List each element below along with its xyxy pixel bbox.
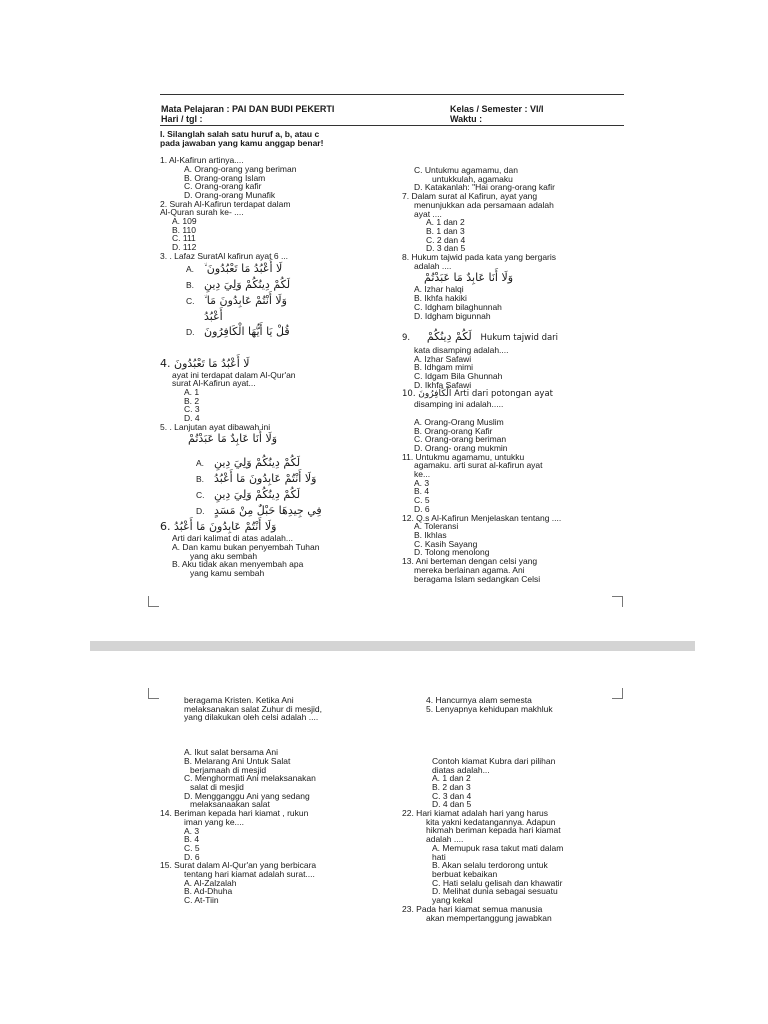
option-line: B. Idhgam mimi <box>414 362 474 373</box>
q4-line: 4. لَا أَعْبُدُ مَا تَعْبُدُونَ <box>160 356 250 370</box>
question-line: D. Melihat dunia sebagai sesuatu <box>432 886 558 897</box>
question-line <box>402 722 563 731</box>
arabic-option <box>160 293 323 309</box>
option-arabic-text: وَلَا أَنْتُمْ عَابِدُونَ مَا ۙ <box>204 293 287 307</box>
question-line: adalah .... <box>426 834 464 845</box>
option-line: A. Izhar halqi <box>414 284 464 295</box>
arabic-option <box>160 487 323 503</box>
q4-text <box>160 371 323 432</box>
question-line: B. 4 <box>184 834 200 845</box>
question-line: D. 4 <box>184 413 200 424</box>
subject-label: Mata Pelajaran : PAI DAN BUDI PEKERTI <box>161 104 335 114</box>
question-line: C. Kasih Sayang <box>414 538 478 549</box>
question-line: hikmah beriman kepada hari kiamat <box>426 825 561 836</box>
option-label: A. <box>186 263 195 274</box>
question-line: 13. Ani berteman dengan celsi yang <box>402 556 538 567</box>
question-line: A. 109 <box>172 216 197 227</box>
arabic-option <box>160 503 323 519</box>
question-line: C. Orang-orang kafir <box>184 181 262 192</box>
question-line: berjamaah di mesjid <box>190 764 267 775</box>
question-line <box>402 731 563 740</box>
option-arabic-text: لَكُمْ دِينُكُمْ وَلِيَ دِينِ <box>214 456 301 470</box>
crop-mark <box>148 688 159 699</box>
page-separator <box>90 641 695 651</box>
question-line: B. Orang-orang Kafir <box>414 425 493 436</box>
page2-right-column <box>402 696 563 922</box>
q5-arabic: وَلَا أَنَا عَابِدٌ مَا عَبَدْتُمْ <box>188 432 278 446</box>
day-date-label: Hari / tgl : <box>161 114 203 124</box>
q6-text <box>160 534 323 578</box>
option-line: A. Izhar Safawi <box>414 353 472 364</box>
page1-right-column <box>402 166 561 583</box>
crop-mark <box>612 688 623 699</box>
question-line: yang kekal <box>432 895 473 906</box>
question-line <box>160 722 322 731</box>
questions-21-23 <box>402 696 563 922</box>
option-arabic-text: فِي جِيدِهَا حَبْلٌ مِنْ مَسَدٍ <box>214 504 322 518</box>
question-line: Arti dari kalimat di atas adalah... <box>172 533 293 544</box>
question-line: B. 4 <box>414 486 430 497</box>
option-arabic-text: قُلْ يَا أَيُّهَا الْكَافِرُونَ <box>204 324 290 338</box>
question-line: D. 112 <box>172 242 197 253</box>
question-line: D. Tolong menolong <box>414 547 490 558</box>
arabic-option <box>160 471 323 487</box>
questions-10-13 <box>402 400 561 583</box>
question-line: C. Menghormati Ani melaksanakan <box>184 773 316 784</box>
class-semester-label: Kelas / Semester : VI/I <box>450 104 544 114</box>
time-label: Waktu : <box>450 114 483 124</box>
q8-arabic: وَلَا أَنَا عَابِدٌ مَا عَبَدْتُمْ <box>424 271 514 285</box>
question-line: mereka berlainan agama. Ani <box>414 564 525 575</box>
crop-mark <box>612 596 623 607</box>
question-line: 5. . Lanjutan ayat dibawah ini <box>160 421 271 432</box>
question-line: pada jawaban yang kamu anggap benar! <box>160 137 324 148</box>
option-label: A. <box>196 458 205 469</box>
option-arabic-text: وَلَا أَنْتُمْ عَابِدُونَ مَا أَعْبُدُ <box>214 472 317 486</box>
option-line: C. Idgam Bila Ghunnah <box>414 371 503 382</box>
q10-arabic: الْكَافِرُونَ <box>418 389 452 400</box>
question-line: diatas adalah... <box>432 764 490 775</box>
question-line: 12. Q.s Al-Kafirun Menjelaskan tentang .... <box>402 512 562 523</box>
q9-number: 9. <box>402 332 411 343</box>
header-rule <box>160 125 624 126</box>
question-line: A. Toleransi <box>414 521 459 532</box>
question-line: D. Katakanlah: "Hai orang-orang kafir <box>414 182 555 193</box>
question-line: yang dilakukan oleh celsi adalah .... <box>184 712 319 723</box>
question-line: ayat .... <box>414 208 442 219</box>
question-line: 1. Al-Kafirun artinya.... <box>160 155 244 166</box>
question-line: A. Dan kamu bukan penyembah Tuhan <box>172 541 320 552</box>
question-line: B. Melarang Ani Untuk Salat <box>184 755 291 766</box>
crop-mark <box>148 596 159 607</box>
question-line: D. 6 <box>184 851 200 862</box>
question-line: disamping ini adalah..... <box>414 399 504 410</box>
option-arabic-text: لَكُمْ دِينُكُمْ وَلِيَ دِينِ <box>214 488 301 502</box>
question-line: iman yang ke.... <box>184 816 245 827</box>
question-line: 2. Surah Al-Kafirun terdapat dalam <box>160 198 291 209</box>
option-label: C. <box>186 295 195 306</box>
question-line: B. Ad-Dhuha <box>184 886 233 897</box>
q9-arabic: لَكُمْ دِينُكُمْ <box>426 329 472 343</box>
question-line: C. 2 dan 4 <box>426 234 466 245</box>
question-line: ayat ini terdapat dalam Al-Qur'an <box>172 369 296 380</box>
q10-number: 10. <box>402 389 416 400</box>
q9-line <box>402 329 561 346</box>
question-line: A. Orang-Orang Muslim <box>414 416 504 427</box>
question-line: B. Aku tidak akan menyembah apa <box>172 559 304 570</box>
question-line: A. 1 dan 2 <box>426 217 465 228</box>
option-line: D. Idgham bigunnah <box>414 310 491 321</box>
option-arabic-text: لَا أَعْبُدُ مَا تَعْبُدُونَ ۙ <box>204 261 283 275</box>
question-line: tentang hari kiamat adalah surat.... <box>184 869 315 880</box>
question-line: A. Memupuk rasa takut mati dalam <box>432 842 564 853</box>
question-line: B. Akan selalu terdorong untuk <box>432 860 548 871</box>
question-line: A. Al-Zalzalah <box>184 877 237 888</box>
option-label: C. <box>196 490 205 501</box>
question-line: 5. Lenyapnya kehidupan makhluk <box>426 703 553 714</box>
question-line: A. 1 <box>184 386 200 397</box>
question-line: D. Mengganggu Ani yang sedang <box>184 790 310 801</box>
question-line: Contoh kiamat Kubra dari pilihan <box>432 755 556 766</box>
q5-arabic-line <box>160 431 323 446</box>
question-line: 7. Dalam surat al Kafirun, ayat yang <box>402 191 538 202</box>
question-line <box>160 731 322 740</box>
question-line <box>402 713 563 722</box>
question-line: C. 3 <box>184 404 200 415</box>
arabic-option <box>160 324 323 340</box>
question-line: C. 5 <box>184 842 200 853</box>
question-line: beragama Kristen. Ketika Ani <box>184 695 294 705</box>
question-line: 4. Hancurnya alam semesta <box>426 695 532 705</box>
question-line: A. 3 <box>184 825 200 836</box>
question-line: A. Ikut salat bersama Ani <box>184 747 279 758</box>
questions-6-8 <box>402 166 561 270</box>
q4-arabic: لَا أَعْبُدُ مَا تَعْبُدُونَ <box>174 356 250 370</box>
question-line: 15. Surat dalam Al-Qur'an yang berbicara <box>160 860 317 871</box>
question-line: adalah .... <box>414 260 452 271</box>
document-page-2 <box>0 652 768 1024</box>
option-line: D. Ikhfa Safawi <box>414 379 472 390</box>
question-line: C. 3 dan 4 <box>432 790 472 801</box>
question-line: 22. Hari kiamat adalah hari yang harus <box>402 808 548 819</box>
arabic-option <box>160 455 323 471</box>
q6-line: 6. وَلَا أَنْتُمْ عَابِدُونَ مَا أَعْبُدُ <box>160 520 277 534</box>
questions-13-15 <box>160 696 322 905</box>
arabic-option <box>160 277 323 293</box>
q3-arabic-options <box>160 261 323 340</box>
question-line: Al-Quran surah ke- .... <box>160 207 244 218</box>
question-line: C. 5 <box>414 495 430 506</box>
question-line: menunjukkan ada persamaan adalah <box>414 199 554 210</box>
question-line: A. Orang-orang yang beriman <box>184 163 297 174</box>
q9-text: Hukum tajwid dari <box>480 332 559 343</box>
q8-options <box>402 285 561 320</box>
question-line: surat Al-Kafirun ayat... <box>172 378 256 389</box>
question-line: B. Ikhlas <box>414 529 447 540</box>
question-line: B. 2 <box>184 395 200 406</box>
question-line: C. 111 <box>172 233 196 244</box>
option-line: B. Ikhfa hakiki <box>414 293 467 304</box>
question-line: A. 1 dan 2 <box>432 773 471 784</box>
question-line: B. Orang-orang Islam <box>184 172 266 183</box>
option-label: B. <box>196 474 205 485</box>
question-line: C. Hati selalu gelisah dan khawatir <box>432 877 563 888</box>
q5-arabic-options <box>160 455 323 519</box>
questions-1-3 <box>160 130 323 261</box>
question-line: D. 6 <box>414 503 430 514</box>
option-label: D. <box>186 326 195 337</box>
question-line: D. Orang-orang Munafik <box>184 189 276 200</box>
question-line: D. 3 dan 5 <box>426 243 466 254</box>
page1-left-column <box>160 130 323 578</box>
q9-options <box>402 346 561 390</box>
header-right <box>450 104 544 124</box>
question-line: B. 2 dan 3 <box>432 781 471 792</box>
question-line: melaksanakan salat Zuhur di mesjid, <box>184 703 322 714</box>
question-line: kita yakni kedatangannya. Adapun <box>426 816 556 827</box>
question-line: 23. Pada hari kiamat semua manusia <box>402 903 543 914</box>
question-line: A. 3 <box>414 477 430 488</box>
option-label: B. <box>186 279 195 290</box>
question-line: beragama Islam sedangkan Celsi <box>414 573 541 584</box>
question-line: untukkulah, agamaku <box>432 173 513 184</box>
question-line: 14. Beriman kepada hari kiamat , rukun <box>160 808 309 819</box>
arabic-option <box>160 309 323 324</box>
question-line: B. 110 <box>172 224 196 235</box>
option-arabic-text: أَعْبُدُ <box>204 309 223 323</box>
question-line: agamaku. arti surat al-kafirun ayat <box>414 460 543 471</box>
q8-arabic-line <box>402 270 561 285</box>
question-line: B. 1 dan 3 <box>426 225 465 236</box>
q6-arabic: وَلَا أَنْتُمْ عَابِدُونَ مَا أَعْبُدُ <box>174 520 277 534</box>
question-line: 8. Hukum tajwid pada kata yang bergaris <box>402 252 557 263</box>
arabic-option <box>160 261 323 277</box>
question-line: hati <box>432 851 446 862</box>
option-label: D. <box>196 506 205 517</box>
question-line: C. Orang-orang beriman <box>414 434 507 445</box>
question-line: C. Untukmu agamamu, dan <box>414 165 518 175</box>
top-rule <box>160 94 624 95</box>
q10-text: Arti dari potongan ayat <box>454 389 553 400</box>
question-line: D. 4 dan 5 <box>432 799 472 810</box>
page2-left-column <box>160 696 322 905</box>
question-line: ke... <box>414 469 431 480</box>
question-line: C. At-Tiin <box>184 895 219 906</box>
question-line: yang kamu sembah <box>190 567 265 578</box>
question-line: salat di mesjid <box>190 781 244 792</box>
question-line: D. Orang- orang mukmin <box>414 442 508 453</box>
question-line: I. Silanglah salah satu huruf a, b, atau c <box>160 129 320 139</box>
question-line <box>402 739 563 748</box>
option-line: C. Idgham bilaghunnah <box>414 301 502 312</box>
header-left <box>161 104 334 124</box>
question-line: akan mempertanggung jawabkan <box>426 912 552 923</box>
option-arabic-text: لَكُمْ دِينُكُمْ وَلِيَ دِينِ <box>204 277 291 291</box>
option-line: kata disamping adalah.... <box>414 344 509 355</box>
question-line: 3. . Lafaz SuratAl kafirun ayat 6 ... <box>160 250 289 261</box>
question-line: melaksanaakan salat <box>190 799 270 810</box>
question-line: 11. Untukmu agamamu, untukku <box>402 451 525 462</box>
question-line: yang aku sembah <box>190 550 258 561</box>
question-line: berbuat kebaikan <box>432 868 498 879</box>
